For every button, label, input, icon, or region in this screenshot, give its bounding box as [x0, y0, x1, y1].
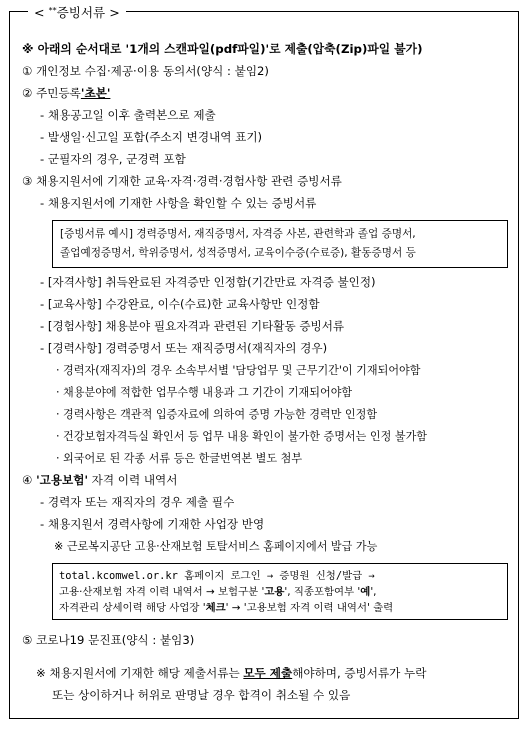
item-2: ② 주민등록'초본' — [22, 86, 111, 100]
item-4-sub-a: - 경력자 또는 재직자의 경우 제출 필수 — [40, 495, 235, 509]
item-3-career-3: · 경력사항은 객관적 입증자료에 의하여 증명 가능한 경력만 인정함 — [56, 408, 378, 421]
footer-warning-line-2: 또는 상이하거나 허위로 판명날 경우 합격이 취소될 수 있음 — [52, 688, 351, 702]
item-1: ① 개인정보 수집·제공·이용 동의서(양식 : 붙임2) — [22, 64, 269, 78]
item-3-sub-d: - [경험사항] 채용분야 필요자격과 관련된 기타활동 증빙서류 — [40, 319, 345, 333]
evidence-examples-box — [52, 220, 508, 268]
item-4-sub-b: - 채용지원서 경력사항에 기재한 사업장 반영 — [40, 517, 265, 531]
item-3-career-1: · 경력자(재직자)의 경우 소속부서별 '담당업무 및 근무기간'이 기재되어야함 — [56, 364, 421, 377]
item-3-career-2: · 채용분야에 적합한 업무수행 내용과 그 기간이 기재되어야함 — [56, 386, 353, 399]
item-4-issuance-note: ※ 근로복지공단 고용·산재보험 토탈서비스 홈페이지에서 발급 가능 — [54, 540, 378, 553]
footer-emphasis: 모두 제출 — [243, 666, 293, 680]
item-3-sub-c: - [교육사항] 수강완료, 이수(수료)한 교육사항만 인정함 — [40, 297, 320, 311]
issuance-steps-line-3: 자격관리 상세이력 해당 사업장 '체크' → '고용보험 자격 이력 내역서' 출력 — [59, 602, 394, 614]
item-3-career-4: · 건강보험자격득실 확인서 등 업무 내용 확인이 불가한 증명서는 인정 불가함 — [56, 430, 428, 443]
item-4: ④ '고용보험' 자격 이력 내역서 — [22, 473, 178, 487]
issuance-steps-line-1: total.kcomwel.or.kr 홈페이지 로그인 → 증명원 신청/발급 → — [59, 570, 375, 582]
item-5: ⑤ 코로나19 문진표(양식 : 붙임3) — [22, 633, 195, 647]
item-2-sub-a: - 채용공고일 이후 출력본으로 제출 — [40, 108, 216, 122]
issuance-steps-line-2: 고용·산재보험 자격 이력 내역서 → 보험구분 '고용', 직종포함여부 '예', — [59, 586, 377, 598]
item-3-sub-e: - [경력사항] 경력증명서 또는 재직증명서(재직자의 경우) — [40, 341, 328, 355]
submission-notice: ※ 아래의 순서대로 '1개의 스캔파일(pdf파일)'로 제출(압축(Zip)파일 불가) — [22, 42, 423, 56]
item-3-sub-a: - 채용지원서에 기재한 사항을 확인할 수 있는 증빙서류 — [40, 196, 317, 210]
item-2-sub-b: - 발생일·신고일 포함(주소지 변경내역 표기) — [40, 130, 263, 144]
item-3-sub-b: - [자격사항] 취득완료된 자격증만 인정함(기간만료 자격증 불인정) — [40, 275, 376, 289]
footer-warning-line-1: ※ 채용지원서에 기재한 해당 제출서류는 모두 제출해야하며, 증빙서류가 누락 — [36, 666, 427, 680]
heading-asterisks: ** — [48, 6, 57, 15]
evidence-examples-line-2: 졸업예정증명서, 학위증명서, 성적증명서, 교육이수증(수료증), 활동증명서 등 — [60, 247, 416, 259]
item-2-emphasis: '초본' — [80, 86, 111, 100]
item-3: ③ 채용지원서에 기재한 교육·자격·경력·경험사항 관련 증빙서류 — [22, 174, 342, 188]
issuance-steps-box — [52, 563, 508, 620]
item-3-career-5: · 외국어로 된 각종 서류 등은 한글번역본 별도 첨부 — [56, 452, 303, 465]
item-4-emphasis: '고용보험' — [36, 473, 88, 487]
item-2-sub-c: - 군필자의 경우, 군경력 포함 — [40, 152, 186, 166]
evidence-examples-line-1: [증빙서류 예시] 경력증명서, 재직증명서, 자격증 사본, 관련학과 졸업 증명서, — [60, 228, 416, 240]
section-heading: < **증빙서류 > — [28, 3, 126, 21]
